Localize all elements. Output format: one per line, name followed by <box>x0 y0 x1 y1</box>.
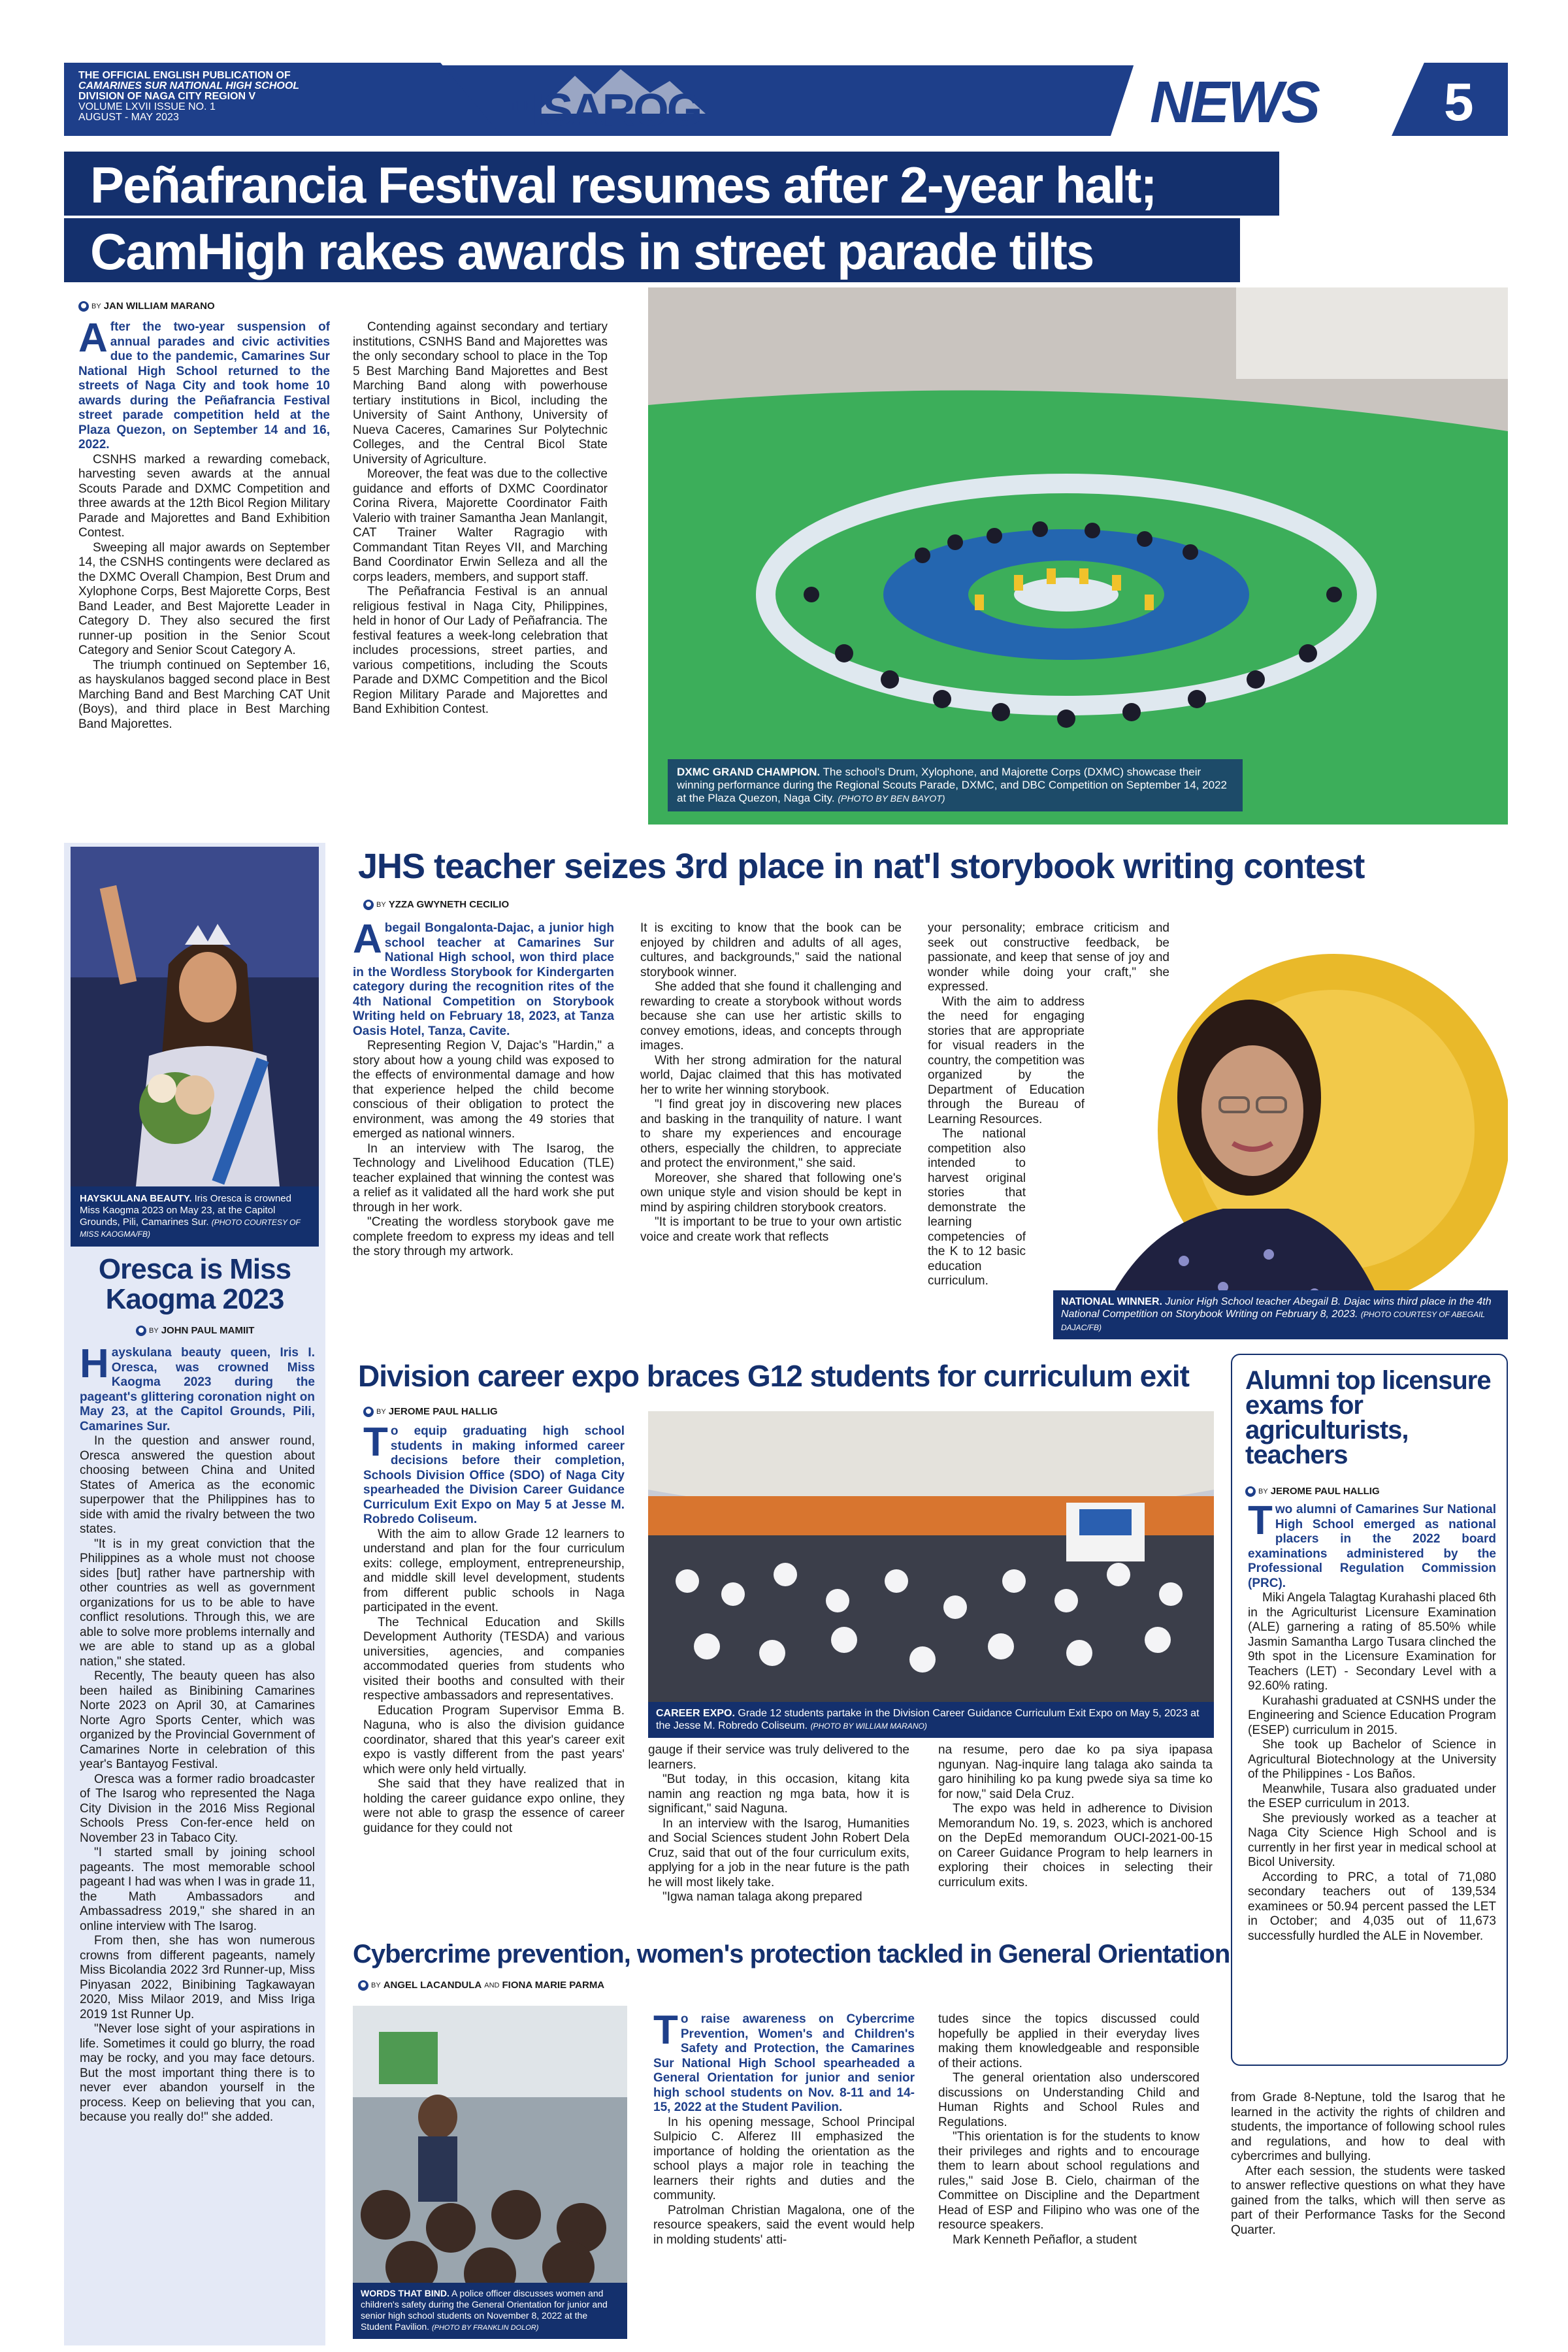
section-label: NEWS <box>1150 70 1318 135</box>
paragraph: "Never lose sight of your aspirations in life. Sometimes it could go blurry, the road may be rocky, and you may face detours. But the most important thing there is to never ever abandon yourself in the process. Keep on believing that you can, because you really do!" she added. <box>80 2022 315 2124</box>
paragraph: "But today, in this occasion, kitang kita namin ang reaction ng mga bata, how it is significant," said Naguna. <box>648 1772 909 1816</box>
tagline-1: THE OFFICIAL ENGLISH PUBLICATION OF <box>78 70 291 81</box>
author-icon <box>358 1980 368 1991</box>
expo-intro: To equip graduating high school students in making informed career decisions before their completion, Schools Division Office (SDO) of Naga City spearheaded the Division Career Guidance Curriculum Exit Expo on May 5 at Jesse M. Robredo Coliseum. <box>363 1420 625 1526</box>
caption-title: CAREER EXPO. <box>656 1708 735 1719</box>
paragraph: The expo was held in adherence to Division Memorandum No. 19, s. 2023, which is anchored on the DepEd memorandum OUCI-2021-00-15 on Career Guidance Program to help learners in exploring their choices in selecting their curriculum exits. <box>938 1802 1213 1889</box>
paragraph: With the aim to address the need for engaging stories that are appropriate for visual readers in the country, the competition was organized by the Department of Education through the Bureau of Learning Resources. <box>928 994 1085 1126</box>
drop-cap: A <box>353 917 382 962</box>
cyber-intro: To raise awareness on Cybercrime Prevention, Women's and Children's Safety and Protection, the Camarines Sur National High School spearheaded a General Orientation for junior and senior high school students on Nov. 8-11 and 14-15, 2022 at the Student Pavilion. <box>653 2008 915 2114</box>
paragraph: "It is in my great conviction that the Philippines as a whole must not choose sides [but] rather have partnership with other countries as well as government organizations for us to be able to have conflict resolutions. Through this, we are able to solve more problems internally and we are able to stand up as a global nation," she stated. <box>80 1537 315 1669</box>
paragraph: CSNHS marked a rewarding comeback, harvesting seven awards at the annual Scouts Parade and DXMC Competition and three awards at the 12th Bicol Region Military Parade and Majorettes and Band Exhibition Contest. <box>78 452 330 540</box>
paragraph: The triumph continued on September 16, as hayskulanos bagged second place in Best Marching Band and Best Marching CAT Unit (Boys), and third place in Best Marching Band Majorettes. <box>78 658 330 731</box>
paragraph: gauge if their service was truly delivered to the learners. <box>648 1743 909 1772</box>
kaogma-photo <box>71 847 319 1186</box>
paragraph: Mark Kenneth Peñaflor, a student <box>953 2232 1137 2247</box>
lead-headline <box>64 152 1279 282</box>
paragraph: Meanwhile, Tusara also graduated under the ESEP curriculum in 2013. <box>1248 1782 1496 1810</box>
expo-photo <box>648 1411 1214 1738</box>
paragraph: Education Program Supervisor Emma B. Naguna, who is also the division guidance coordinator, shared that this year's career exit expo is vastly different from the past years' which were only held virtually. <box>363 1703 625 1776</box>
lead-photo-caption <box>668 759 1243 811</box>
tagline-2: CAMARINES SUR NATIONAL HIGH SCHOOL <box>78 80 300 91</box>
lead-byline: BY JAN WILLIAM MARANO <box>78 301 215 312</box>
paragraph: "Igwa naman talaga akong prepared <box>662 1890 862 1904</box>
caption-credit: (PHOTO COURTESY OF MISS KAOGMA/FB) <box>80 1218 301 1239</box>
cyber-column-1 <box>653 2008 915 2247</box>
kaogma-intro: Hayskulana beauty queen, Iris I. Oresca, was crowned Miss Kaogma 2023 during the pageant's glittering coronation night on May 23, at the Capitol Grounds, Pili, Camarines Sur. <box>80 1341 315 1433</box>
paragraph: "This orientation is for the students to know their privileges and rights and to encourage them to learn about school regulations and rules," said Jose B. Cielo, chairman of the Committee on Discipline and the Department Head of ESP and Filipino who was one of the resource speakers. <box>938 2130 1200 2232</box>
cyber-headline: Cybercrime prevention, women's protection tackled in General Orientation <box>353 1940 1230 1968</box>
masthead-info <box>78 71 299 123</box>
expo-headline: Division career expo braces G12 students for curriculum exit <box>358 1359 1189 1393</box>
kaogma-body <box>80 1341 315 2125</box>
caption-credit: (PHOTO BY WILLIAM MARANO) <box>810 1722 927 1731</box>
storybook-intro: Abegail Bongalonta-Dajac, a junior high school teacher at Camarines Sur National High school, won third place in the Wordless Storybook for Kindergarten category during the recognition rites of the 4th National Competition on Storybook Writing held on February 18, 2023, at Tanza Oasis Hotel, Tanza, Cavite. <box>353 917 614 1038</box>
logo-the: THE <box>510 99 533 112</box>
paragraph: Oresca was a former radio broadcaster of The Isarog who represented the Naga City Division in the 2016 Miss Regional Schools Press Con-fer-ence held on November 23 in Tabaco City. <box>80 1772 315 1845</box>
author-icon <box>363 1407 374 1417</box>
storybook-caption <box>1053 1290 1508 1339</box>
caption-credit: (PHOTO BY BEN BAYOT) <box>838 793 945 804</box>
alumni-intro: Two alumni of Camarines Sur National High School emerged as national placers in the 2022 board examinations administered by the Professional Regulation Commission (PRC). <box>1248 1498 1496 1590</box>
paragraph: The Peñafrancia Festival is an annual religious festival in Naga City, Philippines, held in honor of Our Lady of Peñafrancia. The festival features a week-long celebration that includes processions, street parties, and various competitions, including the Scouts Parade and DXMC Competition and the Bicol Region Military Parade and Majorettes and Band Exhibition Contest. <box>353 585 608 716</box>
paragraph: "Creating the wordless storybook gave me complete freedom to express my ideas and tell the story through my artwork. <box>353 1215 614 1258</box>
volume: VOLUME LXVII ISSUE NO. 1 <box>78 101 216 112</box>
caption-title: WORDS THAT BIND. <box>361 2288 449 2298</box>
caption-credit: (PHOTO BY FRANKLIN DOLOR) <box>431 2324 539 2332</box>
expo-caption <box>648 1702 1214 1738</box>
caption-title: DXMC GRAND CHAMPION. <box>677 766 821 778</box>
alumni-headline: Alumni top licensure exams for agriculturists, teachers <box>1245 1366 1491 1469</box>
paragraph: She previously worked as a teacher at Naga City Science High School and is currently in her first year in medical school at Bicol University. <box>1248 1811 1496 1869</box>
cyber-column-3 <box>1231 2091 1505 2238</box>
author-icon <box>136 1326 146 1336</box>
kaogma-headline: Oresca is Miss Kaogma 2023 <box>98 1253 291 1315</box>
paragraph: Miki Angela Talagtag Kurahashi placed 6th in the Agriculturist Licensure Examination (ALE) garnering a rating of 85.50% while Jasmin Samantha Largo Tusara clinched the 9th spot in the Licensure Examination for Teachers (LET) - Secondary Level with a 92.60% rating. <box>1248 1591 1496 1693</box>
expo-column-3 <box>938 1743 1213 1890</box>
expo-byline: BY JEROME PAUL HALLIG <box>363 1406 498 1417</box>
drop-cap: T <box>1248 1498 1273 1543</box>
paragraph: It is exciting to know that the book can be enjoyed by children and adults of all ages, cultures, and backgrounds," said the national storybook winner. <box>640 921 902 979</box>
caption-title: HAYSKULANA BEAUTY. <box>80 1193 192 1204</box>
paragraph: Representing Region V, Dajac's "Hardin," a story about how a young child was exposed to the effects of environmental damage and how that experience helped the child become conscious of their obligation to protect the environment, was among the 49 stories that emerged as national winners. <box>353 1039 614 1141</box>
paragraph: Recently, The beauty queen has also been hailed as Binibining Camarines Norte 2023 on April 30, at Camarines Norte Agro Sports Center, which was organized by the Provincial Government of Camarines Norte in celebration of this year's Bantayog Festival. <box>80 1669 315 1771</box>
storybook-photo <box>1053 947 1508 1339</box>
author-icon <box>78 301 89 312</box>
expo-column-2 <box>648 1743 909 1905</box>
paragraph: "It is important to be true to your own artistic voice and create work that reflects <box>640 1215 902 1244</box>
storybook-byline: BY YZZA GWYNETH CECILIO <box>363 899 509 910</box>
paragraph: na resume, pero dae ko pa siya ipapasa ngunyan. Nag-inquire lang talaga ako sainda ta garo hinihiling ko pa kung pwede siya sa time ko for now," said Dela Cruz. <box>938 1743 1213 1801</box>
lead-column-2 <box>353 320 608 717</box>
paragraph: In an interview with The Isarog, the Technology and Livelihood Education (TLE) teacher explained that winning the contest was a relief as it validated all the hard work she put through in her work. <box>353 1141 614 1215</box>
caption-text: Junior High School teacher Abegail B. Dajac wins third place in the 4th National Competition on Storybook Writing on February 8, 2023. <box>1061 1296 1492 1320</box>
caption-credit: (PHOTO COURTESY OF ABEGAIL DAJAC/FB) <box>1061 1310 1485 1332</box>
caption-text: The school's Drum, Xylophone, and Majorette Corps (DXMC) showcase their winning performance during the Regional Scouts Parade, DXMC, and DBC Competition on September 14, 2022 at the Plaza Quezon, Naga City. <box>677 766 1227 804</box>
paragraph: With the aim to allow Grade 12 learners to understand and plan for the four curriculum exits: college, employment, entrepreneurship, and middle skill level development, students from different public schools in Naga participated in the event. <box>363 1527 625 1614</box>
kaogma-sidebar <box>64 843 325 2345</box>
cyber-byline: BY ANGEL LACANDULA AND FIONA MARIE PARMA <box>358 1980 604 1991</box>
alumni-body <box>1248 1498 1496 1944</box>
caption-text: Iris Oresca is crowned Miss Kaogma 2023 on May 23, at the Capitol Grounds, Pili, Camarines Sur. <box>80 1193 291 1228</box>
lead-intro-text: fter the two-year suspension of annual parades and civic activities due to the pandemic, Camarines Sur National High School returned to the streets of Naga City and took home 10 awards during the Peñafrancia Festival street parade competition held at the Plaza Quezon, on September 14 and 16, 2022. <box>78 320 330 451</box>
storybook-column-2 <box>640 921 902 1245</box>
paragraph: Sweeping all major awards on September 14, the CSNHS contingents were declared as the DXMC Overall Champion, Best Drum and Xylophone Corps, Best Majorette Corps, Best Band Leader, and Best Majorette Leader in Category D. They also secured the first runner-up position in the Senior Scout Category and Senior Scout Category A. <box>78 540 330 657</box>
cyber-photo <box>353 2006 627 2339</box>
author-icon <box>363 900 374 910</box>
paragraph: With her strong admiration for the natural world, Dajac claimed that this has motivated her to write her winning storybook. <box>640 1053 902 1097</box>
expo-column-1 <box>363 1420 625 1836</box>
masthead-white-top <box>0 0 1568 65</box>
caption-text: Grade 12 students partake in the Division Career Guidance Curriculum Exit Expo on May 5, 2023 at the Jesse M. Robredo Coliseum. <box>656 1708 1200 1731</box>
issue-date: AUGUST - MAY 2023 <box>78 112 179 123</box>
paragraph: In his opening message, School Principal Sulpicio C. Alferez III emphasized the importance of holding the orientation as the school plays a major role in teaching the learners their rights and duties and the community. <box>653 2115 915 2202</box>
lead-intro <box>78 316 330 453</box>
paragraph: She said that they have realized that in holding the career guidance expo online, they were not able to grasp the essence of career guidance for they could not <box>363 1777 625 1835</box>
lead-headline-line-2: CamHigh rakes awards in street parade tilts <box>64 218 1240 282</box>
paragraph: Moreover, she shared that following one's own unique style and vision should be kept in mind by aspiring children storybook creators. <box>640 1171 902 1215</box>
tagline-3: DIVISION OF NAGA CITY REGION V <box>78 91 256 102</box>
paragraph: Patrolman Christian Magalona, one of the resource speakers, said the event would help in molding students' atti- <box>653 2203 915 2247</box>
paragraph: After each session, the students were tasked to answer reflective questions on what they have gained from the talks, which will then serve as part of their Performance Tasks for the Second Quarter. <box>1231 2164 1505 2237</box>
paragraph: According to PRC, a total of 71,080 secondary teachers out of 139,534 examinees or 50.94 percent passed the LET in October; and 4,035 out of 11,673 successfully hurdled the ALE in November. <box>1248 1870 1496 1943</box>
storybook-headline: JHS teacher seizes 3rd place in nat'l storybook writing contest <box>358 847 1365 886</box>
kaogma-byline: BY JOHN PAUL MAMIIT <box>136 1325 254 1336</box>
paragraph: The Technical Education and Skills Development Authority (TESDA) and various universities, agencies, and companies accommodated queries from students who visited their booths and consulted with their respective ambassadors and representatives. <box>363 1615 625 1703</box>
paragraph: From then, she has won numerous crowns from different pageants, namely Miss Bicolandia 2022 3rd Runner-up, Miss Pinyasan 2022, Binibining Tagkawayan 2020, Miss Milaor 2019, and Miss Iriga 2019 1st Runner Up. <box>80 1934 315 2021</box>
logo-text: ISAROG <box>532 84 701 135</box>
alumni-byline: BY JEROME PAUL HALLIG <box>1245 1486 1380 1497</box>
logo <box>510 68 745 133</box>
paragraph: The general orientation also underscored discussions on Understanding Child and Human Rights and School Rules and Regulations. <box>938 2071 1200 2129</box>
caption-text: A police officer discusses women and children's safety during the General Orientation for junior and senior high school students on November 8, 2022 at the Student Pavilion. <box>361 2288 608 2332</box>
paragraph: tudes since the topics discussed could hopefully be applied in their everyday lives making them knowledgeable and responsible of their actions. <box>938 2012 1200 2070</box>
parade-photo-illustration <box>648 287 1508 825</box>
drop-cap: A <box>78 316 108 361</box>
caption-title: NATIONAL WINNER. <box>1061 1296 1162 1307</box>
paragraph: The national competition also intended to harvest original stories that demonstrate the learning competencies of the K to 12 basic education curriculum. <box>928 1127 1026 1288</box>
paragraph: "I started small by joining school pageants. The most memorable school pageant I had was when I was in grade 11, the Math Ambassadors and Ambassadress 2019," she shared in an online interview with The Isarog. <box>80 1846 315 1933</box>
drop-cap: T <box>653 2008 678 2053</box>
expo-photo-illustration <box>648 1411 1214 1738</box>
lead-column-1 <box>78 316 330 732</box>
page-number: 5 <box>1444 73 1474 132</box>
drop-cap: T <box>363 1420 388 1465</box>
cyber-caption <box>353 2283 627 2339</box>
masthead <box>0 0 1568 136</box>
lead-photo <box>648 287 1508 825</box>
paragraph: In an interview with the Isarog, Humanities and Social Sciences student John Robert Dela Cruz, said that out of the four curriculum exits, applying for a job in the near future is the path he will most likely take. <box>648 1816 909 1889</box>
lead-headline-line-1: Peñafrancia Festival resumes after 2-year halt; <box>64 152 1279 216</box>
paragraph: your personality; embrace criticism and seek out constructive feedback, be passionate, and keep that sense of joy and wonder while doing your craft," she expressed. <box>928 921 1169 994</box>
teacher-photo-illustration <box>1053 947 1508 1339</box>
storybook-column-1 <box>353 917 614 1260</box>
drop-cap: H <box>80 1341 109 1386</box>
paragraph: from Grade 8-Neptune, told the Isarog that he learned in the activity the rights of children and students, the importance of following school rules and regulations, and how to deal with cybercrimes and bullying. <box>1231 2091 1505 2163</box>
paragraph: "I find great joy in discovering new places and basking in the tranquility of nature. I want to share my experiences and encourage others, especially the children, to appreciate and protect the environment," she said. <box>640 1098 902 1170</box>
paragraph: She took up Bachelor of Science in Agricultural Biotechnology at the University of the Philippines - Los Baños. <box>1248 1738 1496 1781</box>
paragraph: Contending against secondary and tertiary institutions, CSNHS Band and Majorettes was the only secondary school to place in the Top 5 Best Marching Band Majorettes and Best Marching Band along with powerhouse tertiary institutions in Bicol, including the University of Saint Anthony, University of Nueva Caceres, Camarines Sur Polytechnic Colleges, and the Central Bicol State University of Agriculture. <box>353 320 608 466</box>
paragraph: She added that she found it challenging and rewarding to create a storybook without words because she can use her artistic skills to convey emotions, ideas, and concepts through images. <box>640 980 902 1053</box>
paragraph: Moreover, the feat was due to the collective guidance and efforts of DXMC Coordinator Corina Rivera, Majorette Coordinator Faith Valerio with trainer Samantha Jean Manlangit, CAT Trainer Walter Ragragio with Commandant Titan Reyes VII, and Marching Band Coordinator Erwin Selleza and all the corps leaders, members, and support staff. <box>353 467 608 584</box>
paragraph: Kurahashi graduated at CSNHS under the Engineering and Science Education Program (ESEP) curriculum in 2015. <box>1248 1693 1496 1737</box>
kaogma-caption <box>71 1186 319 1247</box>
paragraph: In the question and answer round, Oresca answered the question about choosing between China and United States of America as the economic superpower that the Philippines has to side with amid the rivalry between the two states. <box>80 1434 315 1536</box>
cyber-column-2 <box>938 2012 1200 2247</box>
author-icon <box>1245 1486 1256 1497</box>
queen-photo-illustration <box>71 847 319 1186</box>
